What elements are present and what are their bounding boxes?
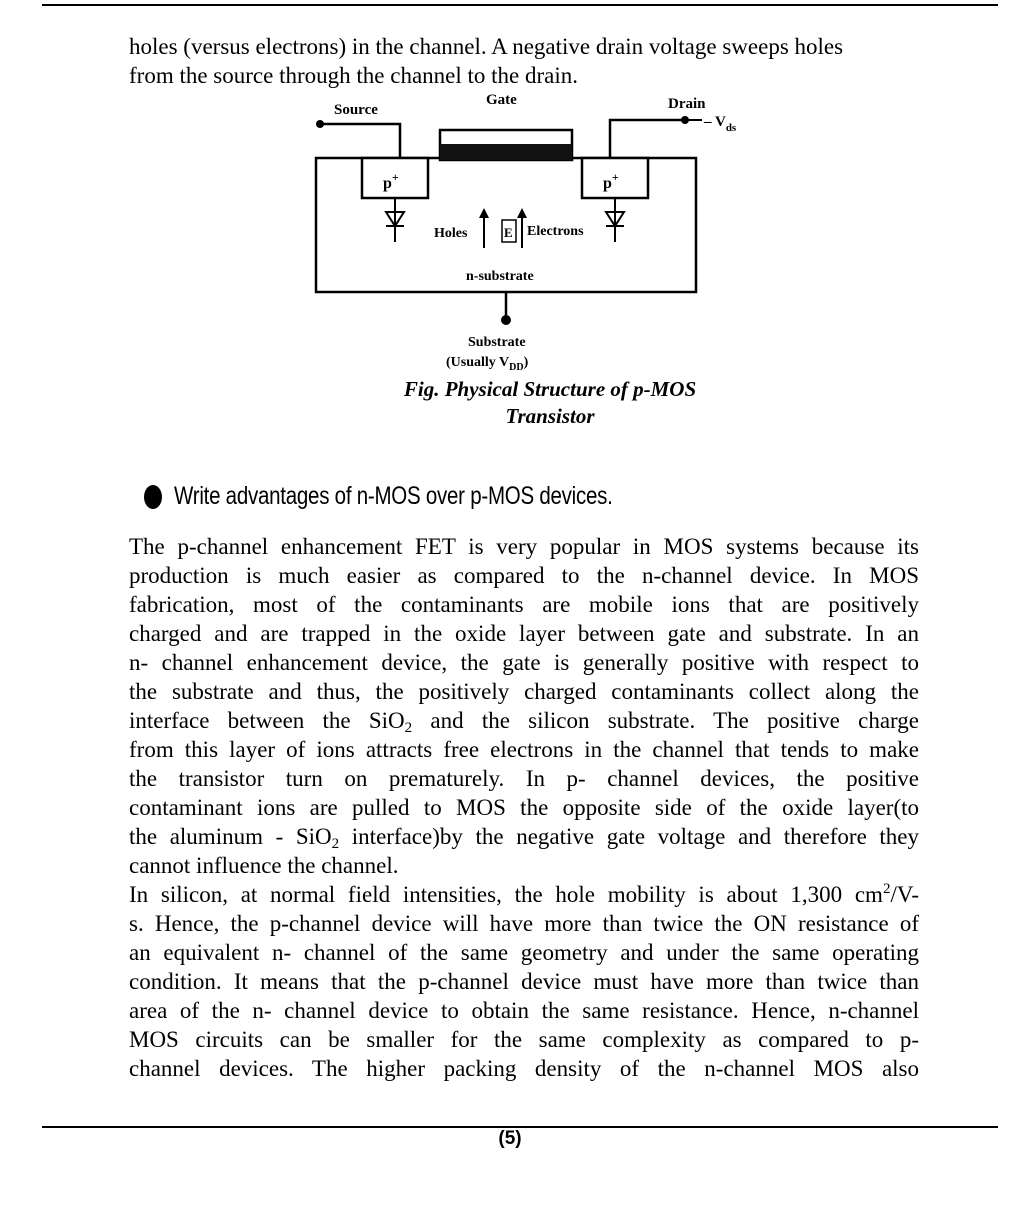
caption-line: Transistor	[505, 404, 595, 428]
body-text-fragment: In silicon, at normal field intensities, the hole mobility is about 1,300 cm	[129, 882, 883, 907]
body-line: charged and are trapped in the oxide layer between gate and substrate. In an	[129, 621, 919, 646]
subscript: 2	[404, 720, 413, 736]
p-plus-left-label: p+	[383, 170, 399, 192]
n-substrate-label: n-substrate	[466, 269, 534, 284]
p-plus-right-label: p+	[603, 170, 619, 192]
holes-arrow	[479, 208, 489, 248]
body-line	[129, 822, 919, 851]
vds-label: – $V_{ds}$	[704, 114, 737, 134]
body-line: an equivalent n- channel of the same geometry and under the same operating	[129, 940, 919, 965]
holes-label: Holes	[434, 226, 468, 241]
body-line	[129, 706, 919, 735]
body-line: fabrication, most of the contaminants are mobile ions that are positively	[129, 592, 919, 617]
body-line: channel devices. The higher packing density of the n-channel MOS also	[129, 1056, 919, 1081]
body-text-fragment: interface)by the negative gate voltage and therefore they	[339, 824, 919, 849]
drain-wire	[610, 120, 685, 158]
section-heading-text: Write advantages of n-MOS over p-MOS devices.	[174, 482, 613, 510]
substrate-label: Substrate	[468, 335, 526, 350]
body-text-fragment: the aluminum - SiO	[129, 824, 332, 849]
body-line: n- channel enhancement device, the gate is generally positive with respect to	[129, 650, 919, 675]
body-paragraph	[129, 532, 919, 1083]
subscript: 2	[331, 836, 340, 852]
body-line: from this layer of ions attracts free electrons in the channel that tends to make	[129, 737, 919, 762]
top-rule	[42, 4, 998, 6]
diode-right	[606, 198, 624, 242]
body-text-fragment: /V-	[890, 882, 919, 907]
body-line: area of the n- channel device to obtain the same resistance. Hence, n-channel	[129, 998, 919, 1023]
body-text-fragment: interface between the SiO	[129, 708, 405, 733]
field-arrow	[517, 208, 527, 248]
figure-caption	[300, 376, 800, 430]
body-text-fragment: and the silicon substrate. The positive charge	[412, 708, 919, 733]
e-field-label: E	[504, 225, 513, 240]
body-line: cannot influence the channel.	[129, 853, 399, 878]
intro-line: from the source through the channel to the drain.	[129, 63, 578, 88]
body-line: the transistor turn on prematurely. In p- channel devices, the positive	[129, 766, 919, 791]
diode-left	[386, 198, 404, 242]
pmos-structure-diagram	[290, 84, 770, 384]
body-line: MOS circuits can be smaller for the same complexity as compared to p-	[129, 1027, 919, 1052]
usually-vdd-label: (Usually $V_{DD}$)	[446, 355, 529, 373]
body-line	[129, 880, 919, 909]
section-heading	[144, 482, 709, 511]
body-line: contaminant ions are pulled to MOS the opposite side of the oxide layer(to	[129, 795, 919, 820]
source-wire	[320, 124, 400, 158]
gate-metal	[440, 144, 572, 160]
bullet-icon	[144, 485, 162, 509]
page-number: (5)	[498, 1128, 522, 1149]
caption-line: Fig. Physical Structure of p-MOS	[403, 377, 697, 401]
body-line: production is much easier as compared to the n-channel device. In MOS	[129, 563, 919, 588]
superscript: 2	[882, 881, 891, 897]
intro-paragraph	[129, 32, 919, 90]
source-label: Source	[334, 102, 378, 118]
intro-line: holes (versus electrons) in the channel. A negative drain voltage sweeps holes	[129, 34, 844, 59]
electrons-label: Electrons	[527, 224, 584, 239]
body-line: The p-channel enhancement FET is very popular in MOS systems because its	[129, 534, 919, 559]
body-line: the substrate and thus, the positively charged contaminants collect along the	[129, 679, 919, 704]
body-line: condition. It means that the p-channel device must have more than twice than	[129, 969, 919, 994]
drain-label: Drain	[668, 96, 706, 112]
body-line: s. Hence, the p-channel device will have more than twice the ON resistance of	[129, 911, 919, 936]
gate-label: Gate	[486, 92, 517, 108]
substrate-terminal	[501, 315, 511, 325]
